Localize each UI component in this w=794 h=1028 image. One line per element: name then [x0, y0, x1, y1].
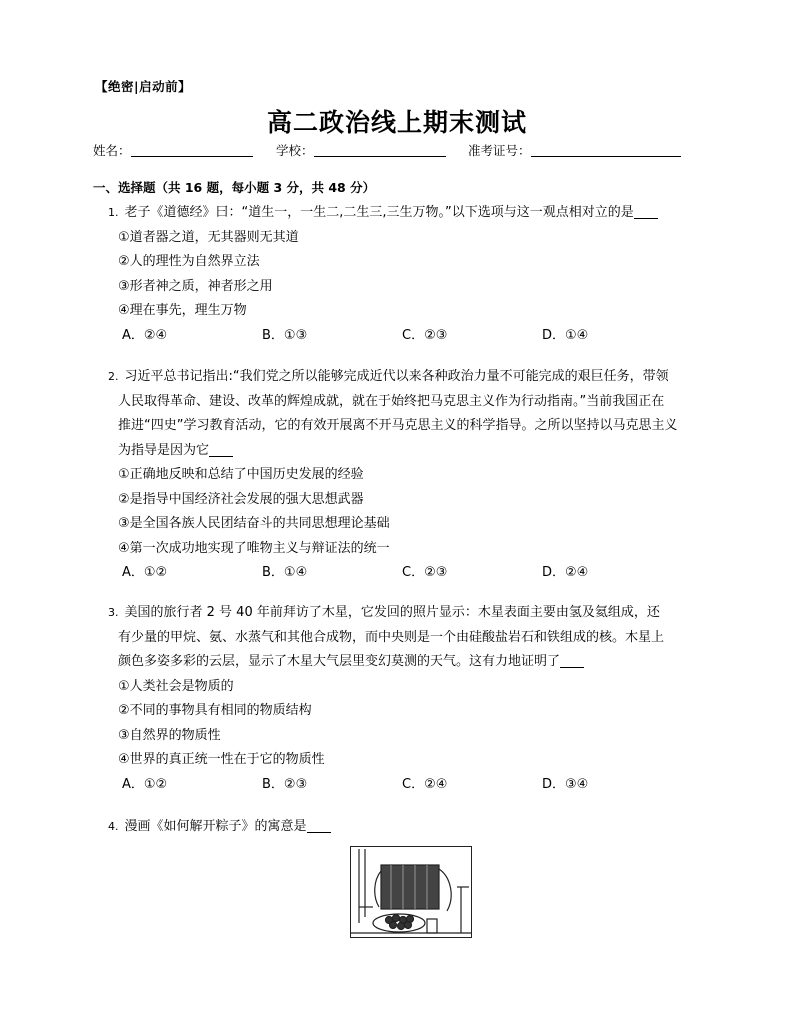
option-item: ①正确地反映和总结了中国历史发展的经验 [118, 467, 364, 482]
answer-blank [307, 818, 331, 833]
page-title: 高二政治线上期末测试 [266, 108, 527, 137]
answer-blank [560, 653, 584, 668]
choice-d[interactable]: D．②④ [542, 565, 589, 580]
question-stem-line: 颜色多姿多彩的云层，显示了木星大气层里变幻莫测的天气。这有力地证明了 [118, 650, 713, 675]
school-field [276, 141, 446, 159]
choice-c[interactable]: C．②③ [402, 565, 448, 580]
question-stem: 3. 美国的旅行者 2 号 40 年前拜访了木星，它发回的照片显示：木星表面主要由氢及氦组成，还 [108, 605, 660, 620]
option-item: ②不同的事物具有相同的物质结构 [118, 703, 312, 718]
question-stem: 1. 老子《道德经》曰：“道生一，一生二,二生三,三生万物。”以下选项与这一观点相对立的是 [108, 201, 713, 226]
option-item: ③自然界的物质性 [118, 727, 221, 743]
cartoon-sketch-icon [351, 847, 471, 937]
question-stem-line: 人民取得革命、建设、改革的辉煌成就，就在于始终把马克思主义作为行动指南。”当前我国正在 [118, 393, 665, 409]
exam-number-blank[interactable] [531, 143, 681, 157]
choice-d[interactable]: D．③④ [542, 776, 589, 792]
answer-choices [122, 324, 713, 349]
question-2 [108, 365, 713, 586]
option-item: ④世界的真正统一性在于它的物质性 [118, 752, 325, 767]
secret-label: 【绝密|启动前】 [95, 79, 192, 94]
name-blank[interactable] [131, 143, 253, 157]
question-stem: 4. 漫画《如何解开粽子》的寓意是 [108, 815, 713, 840]
option-item: ②人的理性为自然界立法 [118, 254, 260, 269]
choice-c[interactable]: C．②③ [402, 327, 448, 343]
choice-a[interactable]: A．①② [122, 776, 168, 792]
answer-blank [209, 442, 233, 457]
cartoon-image [350, 846, 472, 938]
option-item: ②是指导中国经济社会发展的强大思想武器 [118, 491, 364, 507]
question-4 [108, 815, 713, 840]
choice-b[interactable]: B．①④ [262, 565, 308, 580]
section-title: 一、选择题（共 16 题，每小题 3 分，共 48 分） [93, 180, 376, 195]
answer-choices [122, 561, 713, 586]
choice-b[interactable]: B．②③ [262, 776, 308, 792]
option-item: ①道者器之道，无其器则无其道 [118, 229, 299, 245]
name-label: 姓名： [93, 143, 131, 158]
school-label: 学校： [276, 143, 314, 158]
option-item: ④理在事先，理生万物 [118, 303, 247, 318]
question-stem-line: 推进“四史”学习教育活动，它的有效开展离不开马克思主义的科学指导。之所以坚持以马克思主义 [118, 418, 678, 433]
choice-d[interactable]: D．①④ [542, 327, 589, 343]
choice-a[interactable]: A．②④ [122, 327, 168, 343]
question-stem: 2. 习近平总书记指出:“我们党之所以能够完成近代以来各种政治力量不可能完成的艰巨任务，带领 [108, 369, 669, 384]
exam-number-label: 准考证号： [468, 143, 531, 158]
question-1 [108, 201, 713, 348]
answer-blank [634, 204, 658, 219]
answer-choices [122, 773, 713, 798]
exam-number-field [468, 141, 681, 159]
name-field [93, 141, 253, 159]
question-stem-line: 有少量的甲烷、氨、水蒸气和其他合成物，而中央则是一个由硅酸盐岩石和铁组成的核。木星上 [118, 629, 665, 645]
choice-c[interactable]: C．②④ [402, 776, 448, 792]
choice-a[interactable]: A．①② [122, 565, 168, 580]
choice-b[interactable]: B．①③ [262, 327, 308, 343]
option-item: ③是全国各族人民团结奋斗的共同思想理论基础 [118, 516, 390, 531]
question-3 [108, 601, 713, 797]
option-item: ①人类社会是物质的 [118, 678, 234, 694]
option-item: ④第一次成功地实现了唯物主义与辩证法的统一 [118, 540, 390, 556]
option-item: ③形者神之质，神者形之用 [118, 278, 273, 294]
school-blank[interactable] [314, 143, 446, 157]
question-stem-line: 为指导是因为它 [118, 439, 713, 464]
